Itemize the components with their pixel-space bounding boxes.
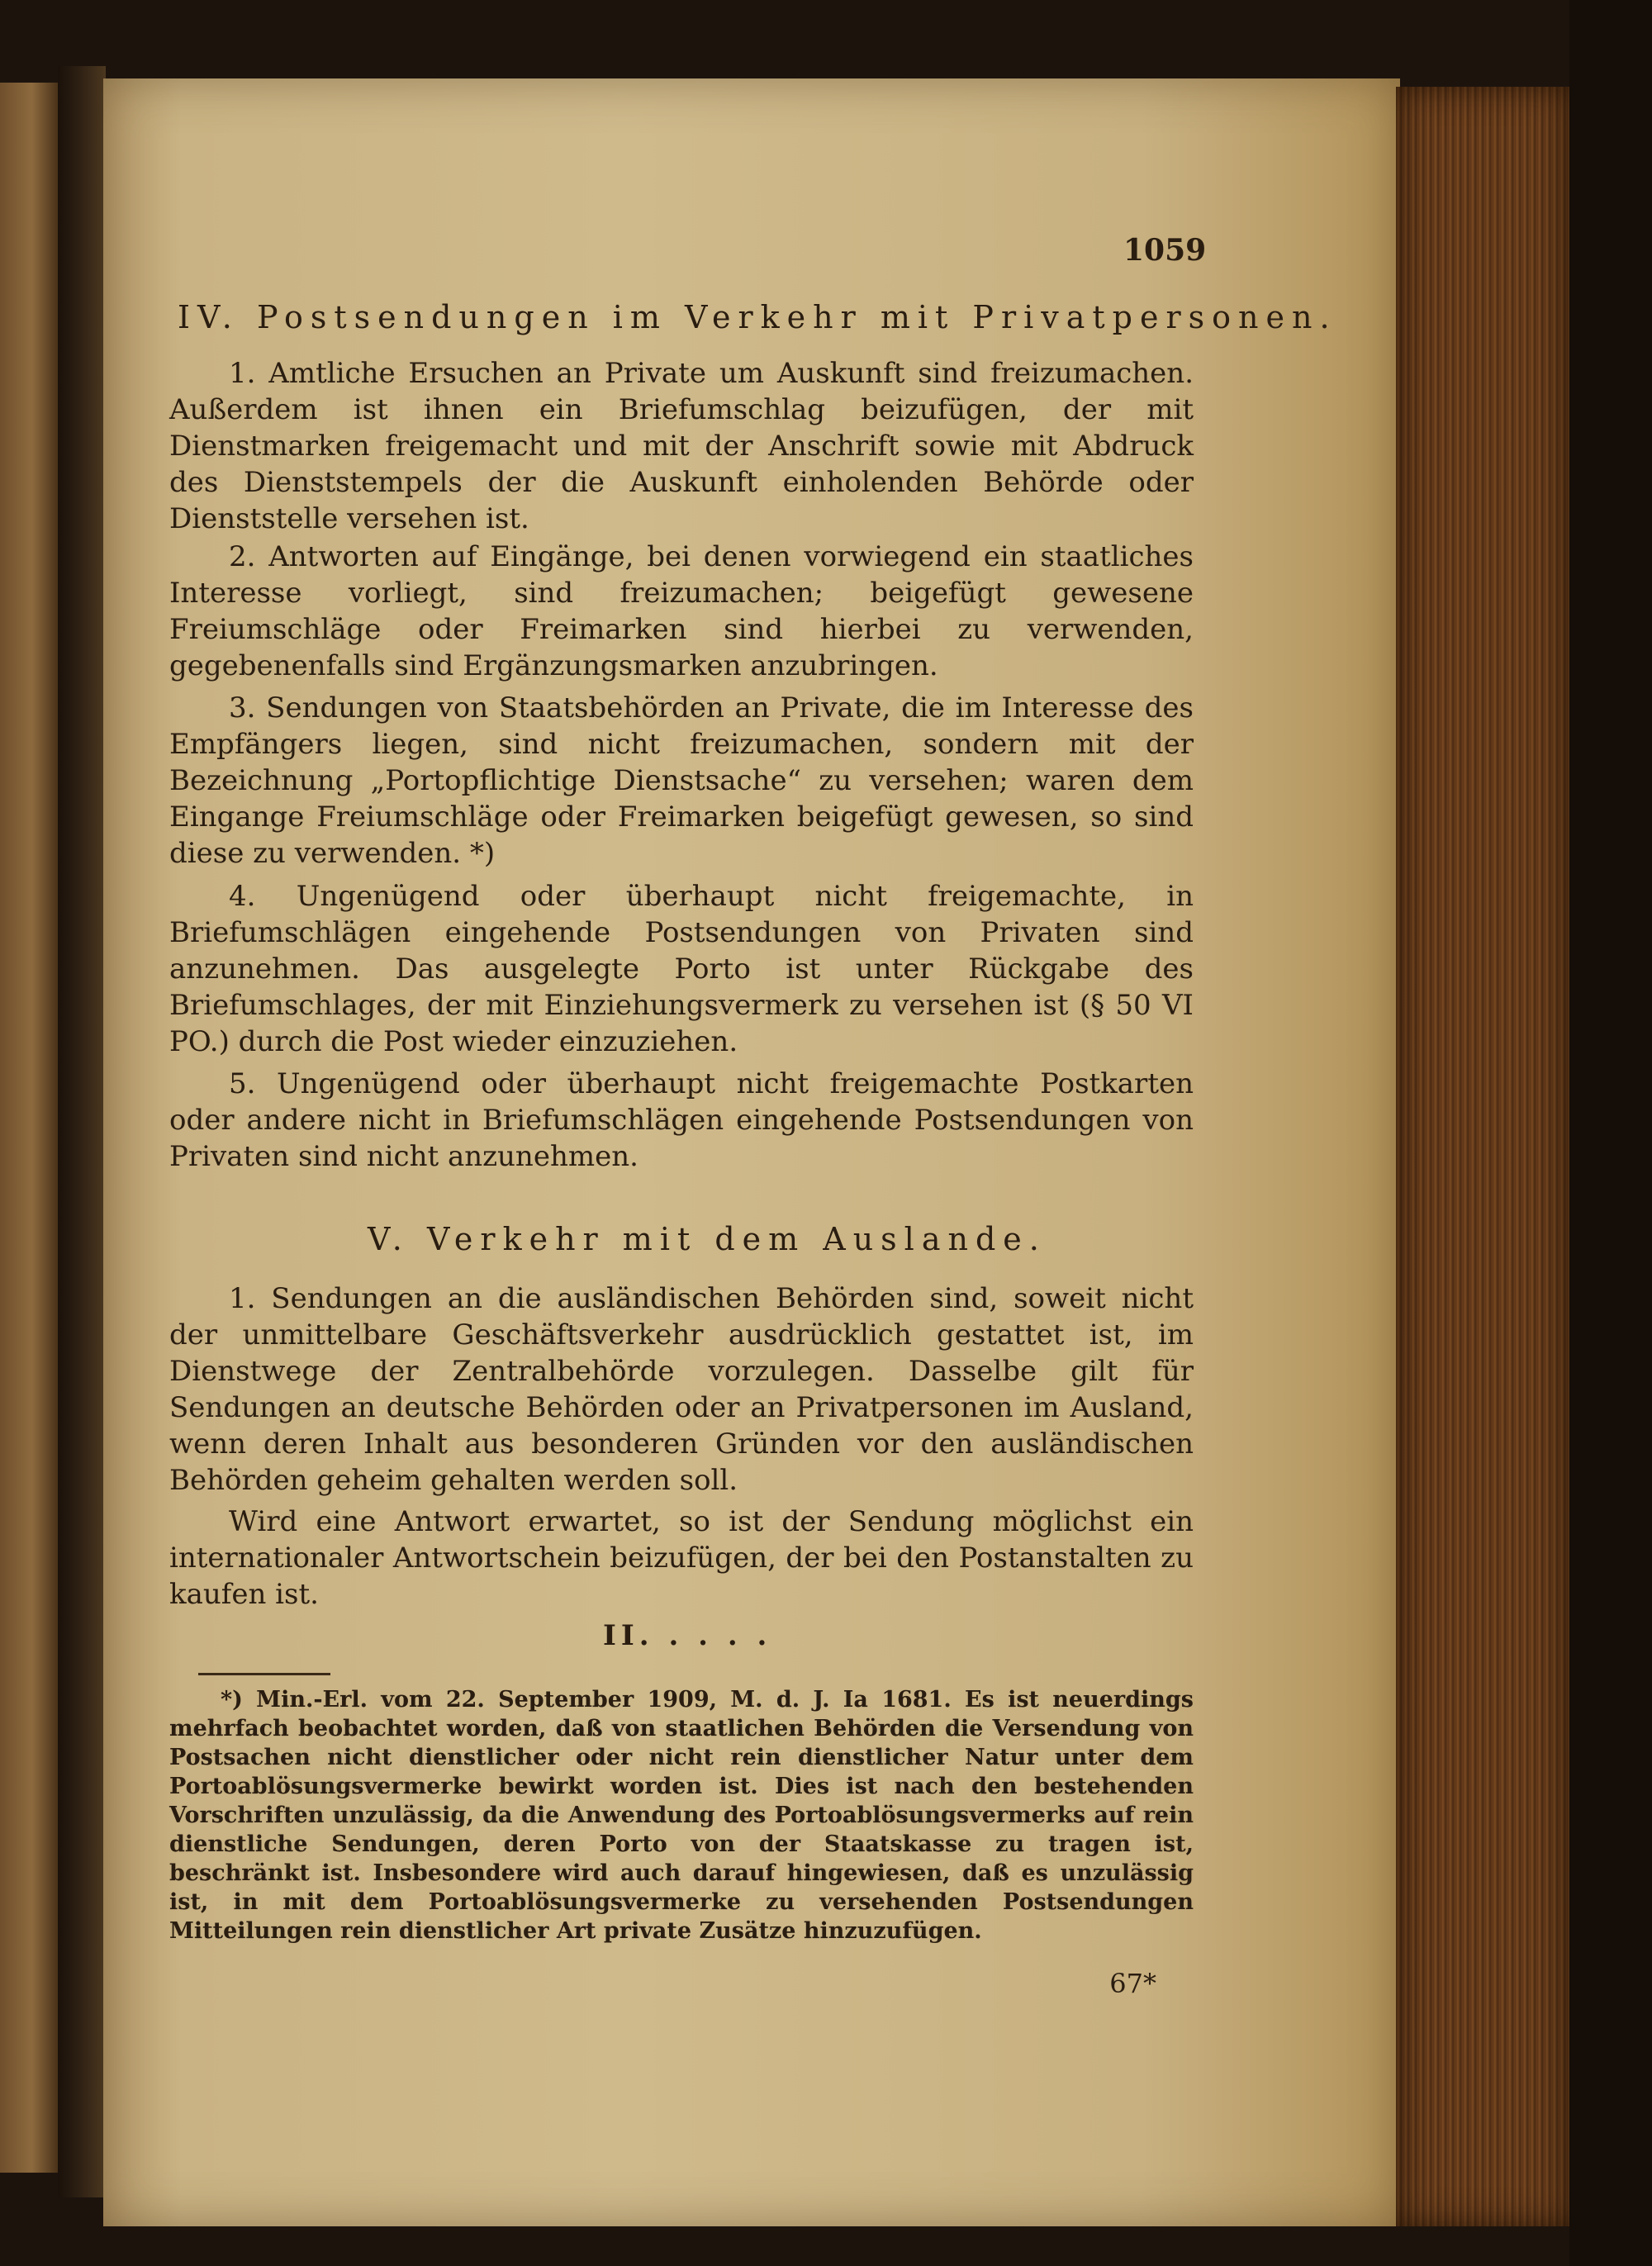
paragraph-v-1: 1. Sendungen an die ausländischen Behörden sind, soweit nicht der unmittelbare Geschäftsverkehr ausdrücklich gestattet ist, im Dienstwege der Zentralbehörde vorzulegen. Dasselbe gilt für Sendungen an deutsche Behörden oder an Privatpersonen im Ausland, wenn deren Inhalt aus besonderen Gründen vor den ausländischen Behörden geheim gehalten werden soll. [169, 1282, 1194, 1497]
cover-edge [1569, 0, 1652, 2266]
omission-marker: II. . . . . [603, 1619, 772, 1652]
book-gutter [58, 66, 106, 2197]
footnote: *) Min.-Erl. vom 22. September 1909, M. d. J. Ia 1681. Es ist neuerdings mehrfach beobachtet worden, daß von staatlichen Behörden die Versendung von Postsachen nicht dienstlicher oder nicht rein dienstlicher Natur unter dem Portoablösungsvermerke bewirkt worden ist. Dies ist nach den bestehenden Vorschriften unzulässig, da die Anwendung des Portoablösungsvermerks auf rein dienstliche Sendungen, deren Porto von der Staatskasse zu tragen ist, beschränkt ist. Insbesondere wird auch darauf hingewiesen, daß es unzulässig ist, in mit dem Portoablösungsvermerke zu versehenden Postsendungen Mitteilungen rein dienstlicher Art private Zusätze hinzuzufügen. [169, 1687, 1194, 1944]
signature-mark: 67* [1109, 1968, 1156, 1999]
paragraph-iv-4: 4. Ungenügend oder überhaupt nicht freigemachte, in Briefumschlägen eingehende Postsendungen von Privaten sind anzunehmen. Das ausgelegte Porto ist unter Rückgabe des Briefumschlages, der mit Einziehungsvermerk zu versehen ist (§ 50 VI PO.) durch die Post wieder einzuziehen. [169, 880, 1194, 1058]
paragraph-iv-5: 5. Ungenügend oder überhaupt nicht freigemachte Postkarten oder andere nicht in Briefumschlägen eingehende Postsendungen von Privaten sind nicht anzunehmen. [169, 1067, 1194, 1173]
paragraph-iv-1: 1. Amtliche Ersuchen an Private um Auskunft sind freizumachen. Außerdem ist ihnen ein Briefumschlag beizufügen, der mit Dienstmarken freigemacht und mit der Anschrift sowie mit Abdruck des Dienststempels der die Auskunft einholenden Behörde oder Dienststelle versehen ist. [169, 357, 1194, 535]
footnote-rule [198, 1673, 330, 1675]
section-heading-iv: IV. Postsendungen im Verkehr mit Privatpersonen. [178, 299, 1337, 335]
page-number: 1059 [1123, 233, 1207, 268]
left-page-edge [0, 83, 58, 2173]
paragraph-iv-2: 2. Antworten auf Eingänge, bei denen vorwiegend ein staatliches Interesse vorliegt, sind freizumachen; beigefügt gewesene Freiumschläge oder Freimarken sind hierbei zu verwenden, gegebenenfalls sind Ergänzungsmarken anzubringen. [169, 540, 1194, 682]
paragraph-v-2: Wird eine Antwort erwartet, so ist der Sendung möglichst ein internationaler Antwortschein beizufügen, der bei den Postanstalten zu kaufen ist. [169, 1505, 1194, 1611]
section-heading-v: V. Verkehr mit dem Auslande. [368, 1221, 1047, 1257]
page-block-edges [1396, 87, 1569, 2226]
paragraph-iv-3: 3. Sendungen von Staatsbehörden an Private, die im Interesse des Empfängers liegen, sind nicht freizumachen, sondern mit der Bezeichnung „Portopflichtige Dienstsache“ zu versehen; waren dem Eingange Freiumschläge oder Freimarken beigefügt gewesen, so sind diese zu verwenden. *) [169, 691, 1194, 870]
